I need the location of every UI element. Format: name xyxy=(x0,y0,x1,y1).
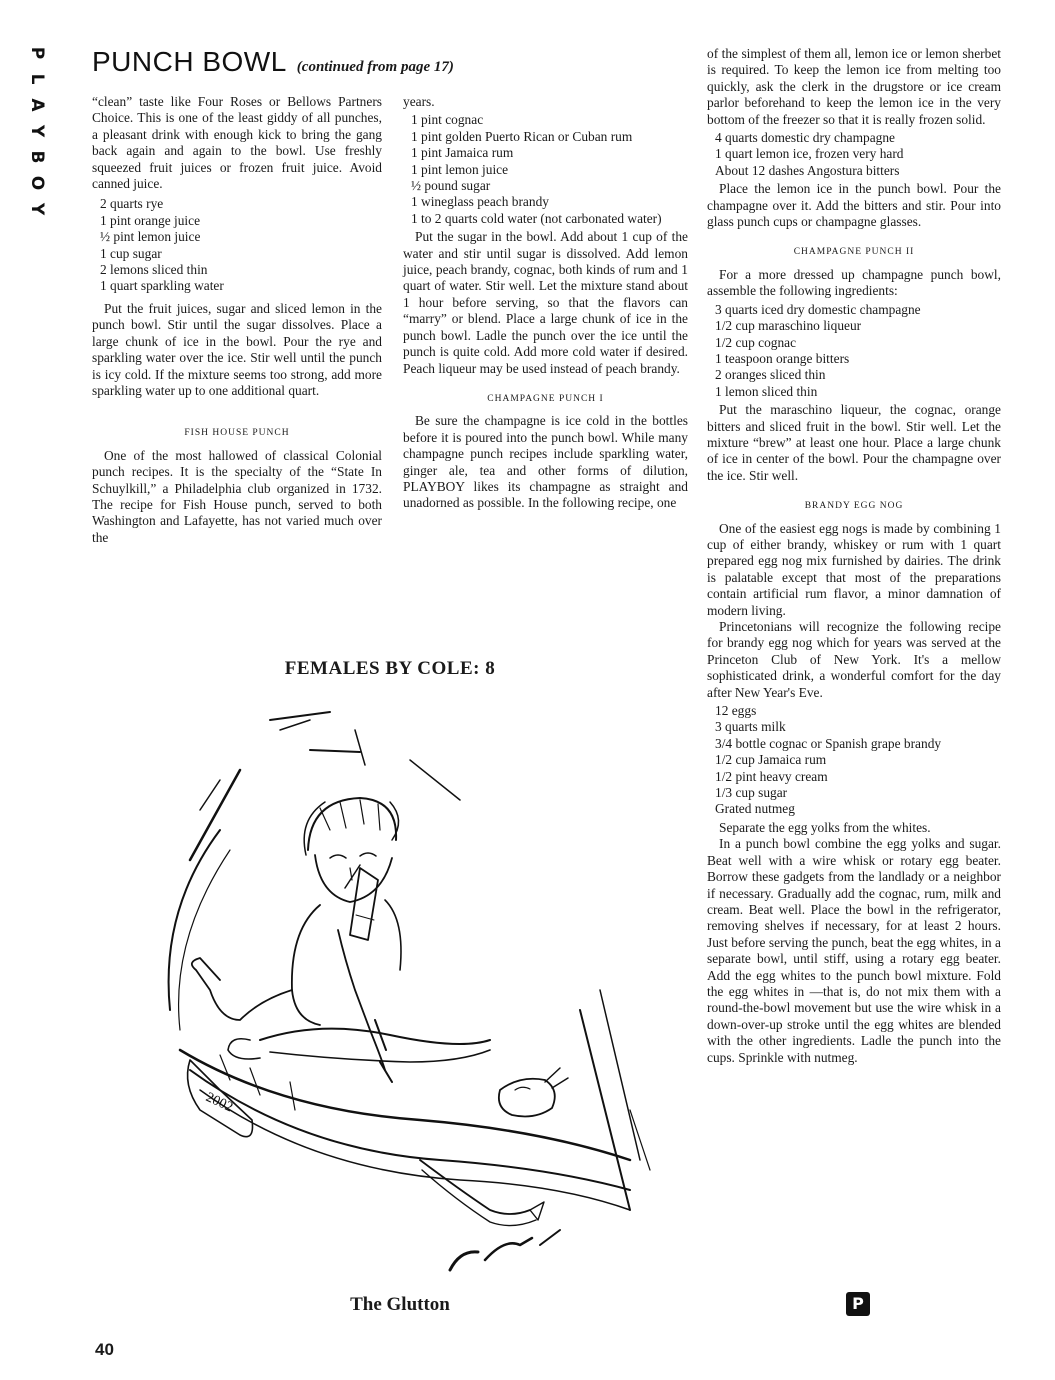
paragraph: Princetonians will recognize the following recipe for brandy egg nog which for years was served at the Princeton Club of New York. It's a mellow sophisticated drink, a wonderful comfort for the day after New Year's Eve. xyxy=(707,619,1001,700)
continued-note: (continued from page 17) xyxy=(296,59,454,75)
ingredient: 1 lemon sliced thin xyxy=(715,383,818,399)
ingredient: 1 quart lemon ice, frozen very hard xyxy=(715,146,904,162)
paragraph: Be sure the champagne is ice cold in the bottles before it is poured into the punch bowl. While many champagne punch recipes include sparkling water, ginger ale, tea and other forms of dilution, PLAYBOY likes its champagne as straight and unadorned as possible. In the following recipe, one xyxy=(403,413,688,511)
ingredient: 3 quarts iced dry domestic champagne xyxy=(715,301,921,317)
ingredient: 1/2 cup Jamaica rum xyxy=(715,752,827,768)
ingredient: Grated nutmeg xyxy=(715,801,795,817)
article-header xyxy=(92,46,454,78)
ingredient-list xyxy=(92,196,382,294)
column-2 xyxy=(403,94,688,512)
ingredient: 2 lemons sliced thin xyxy=(100,262,208,278)
paragraph: In a punch bowl combine the egg yolks and sugar. Beat well with a wire whisk or rotary egg beater. Borrow these gadgets from the landlady or a neighbor if necessary. Gradually add the cognac, rum, milk and cream. Beat well. Place the bowl in the refrigerator, removing shelves if necessary, for at least 2 hours. Just before serving the punch, beat the egg whites, in a separate bowl, until stiff, using a rotary egg beater. Add the egg whites to the punch bowl mixture. Fold the egg whites in —that is, do not mix them with a round-the-bowl movement but use the wire whisk in a down-over-up stroke until the egg whites are blended with the other ingredients. Ladle the punch into the cups. Sprinkle with nutmeg. xyxy=(707,836,1001,1065)
ingredient: 1 cup sugar xyxy=(100,245,162,261)
ingredient-list xyxy=(403,112,688,227)
column-1 xyxy=(92,94,382,546)
paragraph: Put the sugar in the bowl. Add about 1 cup of the water and stir until sugar is dissolved. Add lemon juice, peach brandy, cognac, both kinds of rum and 1 quart of water. Stir well. Let the mixture stand about 1 hour before serving, so that the flavors can “marry” or blend. Place a large chunk of ice in the punch bowl. Ladle the punch over the ice until the punch is quite cold. Add more cold water if desired. Peach liqueur may be used instead of peach brandy. xyxy=(403,229,688,376)
paragraph: For a more dressed up champagne punch bowl, assemble the following ingredients: xyxy=(707,266,1001,299)
paragraph: Separate the egg yolks from the whites. xyxy=(719,819,931,835)
masthead-vertical xyxy=(24,40,50,222)
ingredient: 3 quarts milk xyxy=(715,719,786,735)
paragraph: One of the easiest egg nogs is made by combining 1 cup of either brandy, whiskey or rum with 1 quart prepared egg nog mix furnished by dairies. The drink is palatable except that most of the preparations contain artificial rum flavor, a minor damnation of modern living. xyxy=(707,520,1001,618)
paragraph: years. xyxy=(403,94,435,109)
article-title: PUNCH BOWL xyxy=(92,46,287,77)
masthead-letter: A xyxy=(27,98,47,112)
paragraph: Put the fruit juices, sugar and sliced lemon in the punch bowl. Stir until the sugar dissolves. Place a large chunk of ice in the bowl. Pour the rye and sparkling water over the ice. Stir well until the punch is icy cold. If the mixture seems too strong, add more sparkling water up to one additional quart. xyxy=(92,300,382,398)
ingredient: 1 pint orange juice xyxy=(100,212,201,228)
cartoon-illustration xyxy=(160,690,660,1290)
paragraph: One of the most hallowed of classical Colonial punch recipes. It is the specialty of the “State In Schuylkill,” a Philadelphia club organized in 1732. The recipe for Fish House punch, served to both Washington and Lafayette, has not varied much over the xyxy=(92,447,382,545)
ingredient: ½ pint lemon juice xyxy=(100,229,201,245)
playboy-end-mark-icon: P xyxy=(846,1292,870,1316)
section-heading: CHAMPAGNE PUNCH II xyxy=(793,247,915,258)
ingredient: 3/4 bottle cognac or Spanish grape brandy xyxy=(715,735,942,751)
ingredient: ½ pound sugar xyxy=(411,178,491,194)
ingredient-list xyxy=(707,703,1001,818)
ingredient: 1/3 cup sugar xyxy=(715,785,788,801)
masthead-letter: P xyxy=(27,46,47,60)
ingredient: 1 pint lemon juice xyxy=(411,161,509,177)
column-3 xyxy=(707,46,1001,1066)
ingredient: 1/2 cup cognac xyxy=(715,334,797,350)
ingredient: 12 eggs xyxy=(715,703,757,719)
ingredient: 1 quart sparkling water xyxy=(100,278,224,294)
paragraph: Put the maraschino liqueur, the cognac, orange bitters and sliced fruit in the bowl. Stir well. Let the mixture “brew” at least one hour. Place a large chunk of ice in center of the bowl. Pour the champagne over the ice. Stir well. xyxy=(707,402,1001,483)
section-heading: CHAMPAGNE PUNCH I xyxy=(487,393,604,404)
ingredient: 1 pint cognac xyxy=(411,112,484,128)
masthead-letter: Y xyxy=(27,124,47,138)
section-heading: BRANDY EGG NOG xyxy=(804,501,904,512)
cartoon-caption: The Glutton xyxy=(350,1294,450,1315)
ingredient: 1 pint Jamaica rum xyxy=(411,145,514,161)
paragraph: Place the lemon ice in the punch bowl. Pour the champagne over it. Add the bitters and stir. Pour into glass punch cups or champagne glasses. xyxy=(707,181,1001,230)
ingredient: 1/2 pint heavy cream xyxy=(715,768,828,784)
ingredient: 2 quarts rye xyxy=(100,196,164,212)
ingredient: About 12 dashes Angostura bitters xyxy=(715,162,900,178)
ingredient: 1/2 cup maraschino liqueur xyxy=(715,318,862,334)
ingredient: 1 pint golden Puerto Rican or Cuban rum xyxy=(411,128,633,144)
svg-text:2002: 2002 xyxy=(203,1090,236,1116)
paragraph: of the simplest of them all, lemon ice or lemon sherbet is required. To keep the lemon ice from melting too quickly, ask the clerk in the drugstore or ice cream parlor beforehand to keep the lemon ice in the very bottom of the freezer so that it is really frozen solid. xyxy=(707,46,1001,127)
ingredient-list xyxy=(707,302,1001,400)
section-heading: FISH HOUSE PUNCH xyxy=(184,428,290,439)
ingredient: 1 teaspoon orange bitters xyxy=(715,350,850,366)
ingredient-list xyxy=(707,130,1001,179)
page-number: 40 xyxy=(95,1340,114,1359)
masthead-letter: B xyxy=(27,150,47,164)
masthead-letter: O xyxy=(27,175,47,191)
ingredient: 1 wineglass peach brandy xyxy=(411,194,549,210)
ingredient: 4 quarts domestic dry champagne xyxy=(715,130,895,146)
ingredient: 1 to 2 quarts cold water (not carbonated water) xyxy=(411,210,662,226)
cartoon-title: FEMALES BY COLE: 8 xyxy=(284,658,496,679)
paragraph: “clean” taste like Four Roses or Bellows Partners Choice. This is one of the least giddy of all punches, a pleasant drink with enough kick to bring the gang back again and again to the bowl. Use freshly squeezed fruit juices or frozen fruit juice. Avoid canned juice. xyxy=(92,94,382,192)
masthead-letter: L xyxy=(27,73,47,85)
ingredient: 2 oranges sliced thin xyxy=(715,367,826,383)
masthead-letter: Y xyxy=(27,202,47,216)
